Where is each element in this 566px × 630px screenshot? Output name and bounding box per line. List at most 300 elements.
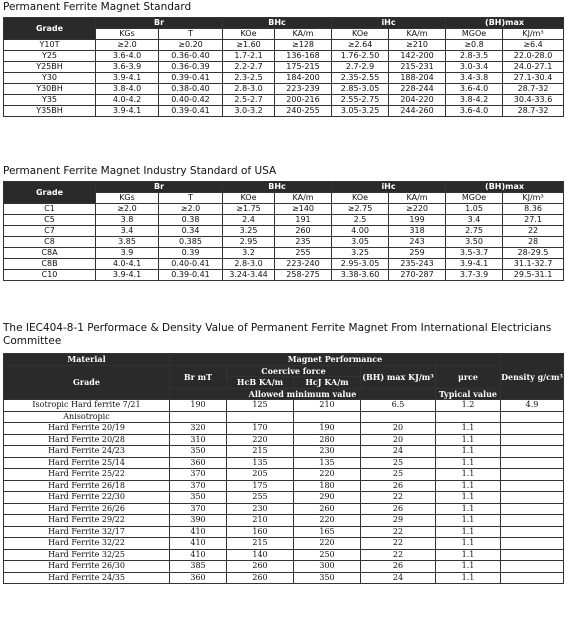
unit-cell: KA/m: [275, 193, 332, 204]
value-cell: 205: [227, 469, 294, 481]
value-cell: [501, 434, 564, 446]
table3-body: [4, 400, 564, 584]
value-cell: 1.1: [436, 434, 501, 446]
header-grade: Grade: [4, 365, 170, 400]
table2-body: [4, 204, 564, 281]
value-cell: 360: [170, 572, 227, 584]
table-row: [4, 237, 564, 248]
value-cell: 6.5: [361, 400, 436, 412]
value-cell: 1.1: [436, 480, 501, 492]
value-cell: 3.7-3.9: [446, 270, 503, 281]
value-cell: 1.1: [436, 503, 501, 515]
value-cell: 300: [294, 561, 361, 573]
value-cell: [501, 549, 564, 561]
value-cell: 184-200: [275, 73, 332, 84]
grade-cell: Anisotropic: [4, 411, 170, 423]
value-cell: 1.1: [436, 572, 501, 584]
value-cell: 30.4-33.6: [503, 95, 564, 106]
section-title-3: The IEC404-8-1 Performace & Density Value of Permanent Ferrite Magnet From International Electricians Committee: [3, 322, 552, 347]
value-cell: ≥1.75: [223, 204, 275, 215]
ferrite-standard-table: [3, 17, 564, 117]
value-cell: 1.1: [436, 457, 501, 469]
header-bhmax: (BH)max: [446, 182, 564, 193]
value-cell: 3.9: [96, 248, 159, 259]
grade-cell: Y25: [4, 51, 96, 62]
grade-cell: Hard Ferrite 32/22: [4, 538, 170, 550]
grade-cell: Hard Ferrite 20/28: [4, 434, 170, 446]
value-cell: ≥140: [275, 204, 332, 215]
value-cell: 235: [275, 237, 332, 248]
value-cell: 24: [361, 446, 436, 458]
table-row: [4, 226, 564, 237]
value-cell: 3.05: [332, 237, 389, 248]
grade-cell: C10: [4, 270, 96, 281]
value-cell: 1.2: [436, 400, 501, 412]
value-cell: 188-204: [389, 73, 446, 84]
value-cell: 0.39-0.41: [159, 106, 223, 117]
value-cell: 28-29.5: [503, 248, 564, 259]
grade-cell: Hard Ferrite 24/23: [4, 446, 170, 458]
table-row: [4, 538, 564, 550]
value-cell: 2.85-3.05: [332, 84, 389, 95]
value-cell: 160: [227, 526, 294, 538]
value-cell: 220: [294, 469, 361, 481]
value-cell: 385: [170, 561, 227, 573]
value-cell: 1.1: [436, 423, 501, 435]
value-cell: 3.6-4.0: [446, 84, 503, 95]
value-cell: 360: [170, 457, 227, 469]
value-cell: 255: [275, 248, 332, 259]
header-magnet-performance: Magnet Performance: [170, 354, 501, 366]
header-br: Br mT: [170, 365, 227, 388]
value-cell: 255: [227, 492, 294, 504]
grade-cell: Hard Ferrite 24/35: [4, 572, 170, 584]
grade-cell: Y25BH: [4, 62, 96, 73]
value-cell: 370: [170, 503, 227, 515]
value-cell: 25: [361, 457, 436, 469]
grade-cell: C8A: [4, 248, 96, 259]
value-cell: 142-200: [389, 51, 446, 62]
table-row: [4, 446, 564, 458]
table-row: [4, 204, 564, 215]
value-cell: 3.8: [96, 215, 159, 226]
value-cell: [501, 469, 564, 481]
value-cell: 280: [294, 434, 361, 446]
value-cell: 235-243: [389, 259, 446, 270]
value-cell: 1.1: [436, 561, 501, 573]
grade-cell: C8: [4, 237, 96, 248]
value-cell: 191: [275, 215, 332, 226]
value-cell: 31.1-32.7: [503, 259, 564, 270]
table-row: [4, 469, 564, 481]
value-cell: 20: [361, 434, 436, 446]
value-cell: 220: [227, 434, 294, 446]
value-cell: 8.36: [503, 204, 564, 215]
value-cell: 3.8-4.0: [96, 84, 159, 95]
unit-cell: KGs: [96, 193, 159, 204]
value-cell: 2.95: [223, 237, 275, 248]
value-cell: ≥1.60: [223, 40, 275, 51]
value-cell: 3.85: [96, 237, 159, 248]
unit-cell: KA/m: [389, 29, 446, 40]
grade-cell: Y30BH: [4, 84, 96, 95]
header-hcb: HcB KA/m: [227, 377, 294, 389]
value-cell: 175-215: [275, 62, 332, 73]
header-grade: Grade: [4, 18, 96, 40]
value-cell: 22: [361, 526, 436, 538]
value-cell: 258-275: [275, 270, 332, 281]
value-cell: 22: [503, 226, 564, 237]
value-cell: 136-168: [275, 51, 332, 62]
value-cell: ≥128: [275, 40, 332, 51]
value-cell: [294, 411, 361, 423]
header-coercive: Coercive force: [227, 365, 361, 377]
table-row: [4, 561, 564, 573]
value-cell: 26: [361, 503, 436, 515]
grade-cell: Y10T: [4, 40, 96, 51]
value-cell: 270-287: [389, 270, 446, 281]
table-row: [4, 526, 564, 538]
table-row: [4, 248, 564, 259]
value-cell: [361, 411, 436, 423]
value-cell: 2.8-3.0: [223, 84, 275, 95]
value-cell: 310: [170, 434, 227, 446]
unit-cell: KJ/m³: [503, 29, 564, 40]
value-cell: 0.38-0.40: [159, 84, 223, 95]
value-cell: 2.7-2.9: [332, 62, 389, 73]
value-cell: 243: [389, 237, 446, 248]
value-cell: 370: [170, 480, 227, 492]
value-cell: 2.75: [446, 226, 503, 237]
value-cell: 3.6-3.9: [96, 62, 159, 73]
value-cell: 4.0-4.2: [96, 95, 159, 106]
value-cell: 320: [170, 423, 227, 435]
value-cell: 210: [294, 400, 361, 412]
table-row: [4, 215, 564, 226]
value-cell: 318: [389, 226, 446, 237]
value-cell: 22: [361, 538, 436, 550]
value-cell: [170, 411, 227, 423]
value-cell: 22.0-28.0: [503, 51, 564, 62]
header-allowed-min: Allowed minimum value: [170, 388, 436, 400]
grade-cell: Hard Ferrite 29/22: [4, 515, 170, 527]
value-cell: 1.1: [436, 538, 501, 550]
value-cell: 22: [361, 549, 436, 561]
table-row: [4, 503, 564, 515]
value-cell: 28.7-32: [503, 84, 564, 95]
table1-body: [4, 40, 564, 117]
value-cell: 3.6-4.0: [446, 106, 503, 117]
header-bhmax: (BH)max: [446, 18, 564, 29]
value-cell: ≥2.75: [332, 204, 389, 215]
value-cell: 3.25: [223, 226, 275, 237]
grade-cell: Hard Ferrite 22/30: [4, 492, 170, 504]
value-cell: 2.5: [332, 215, 389, 226]
value-cell: 3.24-3.44: [223, 270, 275, 281]
value-cell: 260: [227, 561, 294, 573]
unit-cell: MGOe: [446, 29, 503, 40]
value-cell: ≥220: [389, 204, 446, 215]
value-cell: ≥2.0: [96, 40, 159, 51]
value-cell: 2.55-2.75: [332, 95, 389, 106]
value-cell: 27.1-30.4: [503, 73, 564, 84]
table-row: [4, 572, 564, 584]
value-cell: 26: [361, 480, 436, 492]
value-cell: 0.39-0.41: [159, 73, 223, 84]
value-cell: 230: [227, 503, 294, 515]
value-cell: 125: [227, 400, 294, 412]
value-cell: 410: [170, 538, 227, 550]
unit-cell: KOe: [332, 29, 389, 40]
value-cell: 1.1: [436, 549, 501, 561]
value-cell: 24.0-27.1: [503, 62, 564, 73]
section-title-1: Permanent Ferrite Magnet Standard: [3, 1, 192, 13]
value-cell: 135: [227, 457, 294, 469]
value-cell: [436, 411, 501, 423]
value-cell: 0.39: [159, 248, 223, 259]
header-density: Density g/cm³: [501, 354, 564, 400]
value-cell: 28.7-32: [503, 106, 564, 117]
value-cell: 0.39-0.41: [159, 270, 223, 281]
value-cell: 3.9-4.1: [446, 259, 503, 270]
value-cell: 3.38-3.60: [332, 270, 389, 281]
header-bhc: BHc: [223, 18, 332, 29]
value-cell: 140: [227, 549, 294, 561]
header-ihc: iHc: [332, 182, 446, 193]
unit-cell: MGOe: [446, 193, 503, 204]
value-cell: 2.35-2.55: [332, 73, 389, 84]
grade-cell: C5: [4, 215, 96, 226]
value-cell: ≥6.4: [503, 40, 564, 51]
value-cell: 3.9-4.1: [96, 270, 159, 281]
value-cell: 4.0-4.1: [96, 259, 159, 270]
header-grade: Grade: [4, 182, 96, 204]
value-cell: 250: [294, 549, 361, 561]
value-cell: 350: [170, 446, 227, 458]
value-cell: 27.1: [503, 215, 564, 226]
header-bhmax: (BH) max KJ/m³: [361, 365, 436, 388]
value-cell: 170: [227, 423, 294, 435]
grade-cell: Hard Ferrite 26/18: [4, 480, 170, 492]
value-cell: ≥0.8: [446, 40, 503, 51]
value-cell: 1.1: [436, 469, 501, 481]
value-cell: ≥210: [389, 40, 446, 51]
value-cell: 3.05-3.25: [332, 106, 389, 117]
grade-cell: C8B: [4, 259, 96, 270]
value-cell: 230: [294, 446, 361, 458]
value-cell: [501, 561, 564, 573]
iec-table: [3, 353, 564, 584]
table-row: [4, 492, 564, 504]
value-cell: 3.2: [223, 248, 275, 259]
value-cell: 3.4: [446, 215, 503, 226]
value-cell: 3.4-3.8: [446, 73, 503, 84]
value-cell: 175: [227, 480, 294, 492]
value-cell: 2.5-2.7: [223, 95, 275, 106]
value-cell: 24: [361, 572, 436, 584]
value-cell: 228-244: [389, 84, 446, 95]
value-cell: 3.4: [96, 226, 159, 237]
table-row: [4, 457, 564, 469]
value-cell: 2.2-2.7: [223, 62, 275, 73]
grade-cell: Hard Ferrite 32/17: [4, 526, 170, 538]
table-row: [4, 84, 564, 95]
value-cell: 0.38: [159, 215, 223, 226]
unit-cell: KGs: [96, 29, 159, 40]
value-cell: 22: [361, 492, 436, 504]
unit-cell: KA/m: [275, 29, 332, 40]
value-cell: 220: [294, 538, 361, 550]
value-cell: 29: [361, 515, 436, 527]
value-cell: 220: [294, 515, 361, 527]
value-cell: 260: [227, 572, 294, 584]
grade-cell: C7: [4, 226, 96, 237]
value-cell: 1.1: [436, 492, 501, 504]
value-cell: 390: [170, 515, 227, 527]
grade-cell: Y35: [4, 95, 96, 106]
value-cell: 1.1: [436, 526, 501, 538]
value-cell: 0.40-0.41: [159, 259, 223, 270]
unit-cell: T: [159, 29, 223, 40]
value-cell: 259: [389, 248, 446, 259]
value-cell: 3.0-3.4: [446, 62, 503, 73]
grade-cell: Hard Ferrite 26/30: [4, 561, 170, 573]
value-cell: 223-240: [275, 259, 332, 270]
table-row: [4, 480, 564, 492]
table-row: [4, 434, 564, 446]
value-cell: 215-231: [389, 62, 446, 73]
value-cell: 26: [361, 561, 436, 573]
value-cell: 29.5-31.1: [503, 270, 564, 281]
value-cell: 2.3-2.5: [223, 73, 275, 84]
value-cell: ≥2.0: [159, 204, 223, 215]
value-cell: 0.385: [159, 237, 223, 248]
value-cell: ≥2.64: [332, 40, 389, 51]
table-row: [4, 423, 564, 435]
value-cell: 215: [227, 446, 294, 458]
value-cell: 3.9-4.1: [96, 106, 159, 117]
value-cell: 200-216: [275, 95, 332, 106]
value-cell: [501, 526, 564, 538]
value-cell: [501, 515, 564, 527]
unit-cell: KOe: [223, 193, 275, 204]
value-cell: 135: [294, 457, 361, 469]
value-cell: 0.34: [159, 226, 223, 237]
value-cell: 244-260: [389, 106, 446, 117]
value-cell: [501, 538, 564, 550]
header-material: Material: [4, 354, 170, 366]
table-row: [4, 270, 564, 281]
value-cell: 1.7-2.1: [223, 51, 275, 62]
value-cell: 290: [294, 492, 361, 504]
value-cell: 4.9: [501, 400, 564, 412]
value-cell: 2.8-3.0: [223, 259, 275, 270]
value-cell: 199: [389, 215, 446, 226]
section-title-2: Permanent Ferrite Magnet Industry Standard of USA: [3, 165, 277, 177]
table-row: [4, 106, 564, 117]
value-cell: 28: [503, 237, 564, 248]
value-cell: 370: [170, 469, 227, 481]
table-row: [4, 411, 564, 423]
value-cell: [501, 457, 564, 469]
value-cell: [501, 503, 564, 515]
grade-cell: Hard Ferrite 32/25: [4, 549, 170, 561]
grade-cell: C1: [4, 204, 96, 215]
table-row: [4, 51, 564, 62]
value-cell: 190: [170, 400, 227, 412]
grade-cell: Hard Ferrite 26/26: [4, 503, 170, 515]
unit-cell: KOe: [332, 193, 389, 204]
unit-cell: KOe: [223, 29, 275, 40]
header-urce: μrce: [436, 365, 501, 388]
value-cell: 3.9-4.1: [96, 73, 159, 84]
value-cell: 3.6-4.0: [96, 51, 159, 62]
value-cell: 0.40-0.42: [159, 95, 223, 106]
unit-cell: T: [159, 193, 223, 204]
value-cell: 165: [294, 526, 361, 538]
value-cell: 4.00: [332, 226, 389, 237]
value-cell: 180: [294, 480, 361, 492]
value-cell: 1.76-2.50: [332, 51, 389, 62]
value-cell: 1.1: [436, 446, 501, 458]
value-cell: 190: [294, 423, 361, 435]
value-cell: 215: [227, 538, 294, 550]
table-row: [4, 73, 564, 84]
value-cell: [501, 572, 564, 584]
value-cell: 240-255: [275, 106, 332, 117]
grade-cell: Isotropic Hard ferrite 7/21: [4, 400, 170, 412]
grade-cell: Y35BH: [4, 106, 96, 117]
value-cell: 223-239: [275, 84, 332, 95]
unit-cell: KJ/m³: [503, 193, 564, 204]
value-cell: 3.25: [332, 248, 389, 259]
value-cell: [501, 446, 564, 458]
header-hcj: HcJ KA/m: [294, 377, 361, 389]
table-row: [4, 40, 564, 51]
unit-cell: KA/m: [389, 193, 446, 204]
value-cell: 25: [361, 469, 436, 481]
table-row: [4, 95, 564, 106]
value-cell: 410: [170, 526, 227, 538]
value-cell: [501, 411, 564, 423]
value-cell: 2.95-3.05: [332, 259, 389, 270]
grade-cell: Y30: [4, 73, 96, 84]
value-cell: 410: [170, 549, 227, 561]
grade-cell: Hard Ferrite 25/14: [4, 457, 170, 469]
header-br: Br: [96, 182, 223, 193]
value-cell: 3.50: [446, 237, 503, 248]
value-cell: 2.4: [223, 215, 275, 226]
table-row: [4, 259, 564, 270]
grade-cell: Hard Ferrite 25/22: [4, 469, 170, 481]
value-cell: 350: [170, 492, 227, 504]
value-cell: [501, 492, 564, 504]
usa-standard-table: [3, 181, 564, 281]
table-row: [4, 62, 564, 73]
value-cell: [501, 480, 564, 492]
header-br: Br: [96, 18, 223, 29]
value-cell: 20: [361, 423, 436, 435]
grade-cell: Hard Ferrite 20/19: [4, 423, 170, 435]
header-typical: Typical value: [436, 388, 501, 400]
value-cell: ≥0.20: [159, 40, 223, 51]
value-cell: [501, 423, 564, 435]
header-ihc: iHc: [332, 18, 446, 29]
table-row: [4, 400, 564, 412]
value-cell: 350: [294, 572, 361, 584]
value-cell: [227, 411, 294, 423]
value-cell: 0.36-0.39: [159, 62, 223, 73]
